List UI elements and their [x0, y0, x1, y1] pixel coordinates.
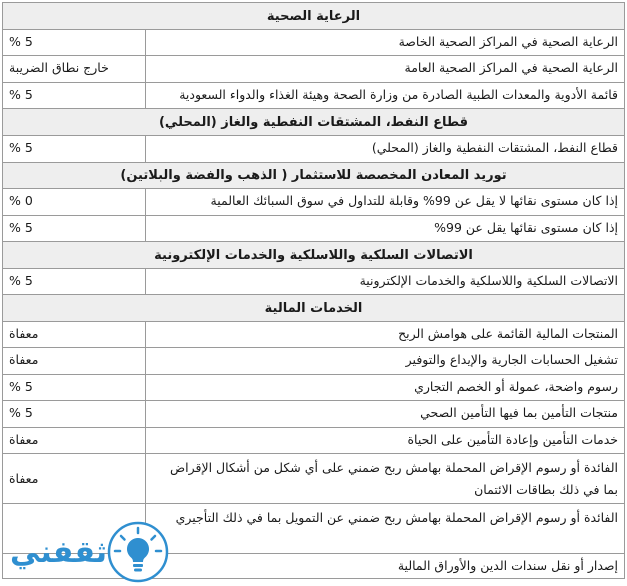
rate-cell: 5 %	[9, 87, 33, 102]
table-row	[3, 30, 624, 56]
item-cell: المنتجات المالية القائمة على هوامش الربح	[145, 322, 624, 347]
table-row	[3, 322, 624, 348]
watermark-text: ثقفني	[10, 534, 108, 570]
table-row	[3, 348, 624, 375]
item-cell: إصدار أو نقل سندات الدين والأوراق المالية	[145, 554, 624, 578]
rate-cell: 0 %	[9, 193, 33, 208]
item-cell: قائمة الأدوية والمعدات الطبية الصادرة من وزارة الصحة وهيئة الغذاء والدواء السعودية	[145, 83, 624, 108]
item-cell: إذا كان مستوى نقائها يقل عن 99%	[145, 216, 624, 241]
section-title: الخدمات المالية	[264, 300, 363, 316]
item-cell: رسوم واضحة، عمولة أو الخصم التجاري	[145, 375, 624, 400]
rate-cell: 5 %	[9, 34, 33, 49]
rate-cell: 5 %	[9, 405, 33, 420]
rate-cell: خارج نطاق الضريبة	[9, 60, 109, 75]
rate-cell: معفاة	[9, 326, 39, 341]
table-row	[3, 401, 624, 428]
section-title: توريد المعادن المخصصة للاستثمار ( الذهب والفضة والبلاتين)	[120, 168, 507, 183]
rate-cell: 5 %	[9, 220, 33, 235]
watermark-logo	[4, 520, 234, 584]
item-cell: إذا كان مستوى نقائها لا يقل عن 99% وقابلة للتداول في سوق السبائك العالمية	[145, 189, 624, 215]
rate-cell: معفاة	[9, 432, 39, 447]
item-cell: تشغيل الحسابات الجارية والإيداع والتوفير	[145, 348, 624, 374]
table-row	[3, 216, 624, 242]
table-row	[3, 56, 624, 83]
section-header	[3, 109, 624, 136]
rate-cell: معفاة	[9, 470, 39, 486]
section-header	[3, 163, 624, 189]
rate-cell: 5 %	[9, 140, 33, 155]
section-header	[3, 242, 624, 269]
item-cell: منتجات التأمين بما فيها التأمين الصحي	[145, 401, 624, 427]
section-title: قطاع النفط، المشتقات النفطية والغاز (المحلي)	[158, 114, 469, 130]
table-row	[3, 189, 624, 216]
rate-cell: 5 %	[9, 379, 33, 394]
item-cell: الرعاية الصحية في المراكز الصحية العامة	[145, 56, 624, 82]
section-header	[3, 295, 624, 322]
table-row	[3, 136, 624, 163]
section-header	[3, 3, 624, 30]
item-cell: قطاع النفط، المشتقات النفطية والغاز (المحلي)	[145, 136, 624, 162]
item-cell: الرعاية الصحية في المراكز الصحية الخاصة	[145, 30, 624, 55]
table-row	[3, 83, 624, 109]
item-cell: خدمات التأمين وإعادة التأمين على الحياة	[145, 428, 624, 453]
rate-cell: معفاة	[9, 352, 39, 367]
lightbulb-icon	[107, 521, 169, 583]
table-row	[3, 375, 624, 401]
vat-rates-table	[2, 2, 625, 579]
item-cell: الفائدة أو رسوم الإقراض المحملة بهامش ربح ضمني عن التمويل بما في ذلك التأجيري	[145, 504, 624, 553]
table-row	[3, 269, 624, 295]
item-cell: الاتصالات السلكية واللاسلكية والخدمات الإلكترونية	[145, 269, 624, 294]
table-row	[3, 428, 624, 454]
item-cell: الفائدة أو رسوم الإقراض المحملة بهامش ربح ضمني على أي شكل من أشكال الإقراض بما في ذلك بطاقات الائتمان	[145, 454, 624, 503]
section-title: الرعاية الصحية	[266, 8, 361, 24]
rate-cell: 5 %	[9, 273, 33, 288]
section-title: الاتصالات السلكية واللاسلكية والخدمات الإلكترونية	[154, 247, 473, 263]
table-row	[3, 454, 624, 504]
